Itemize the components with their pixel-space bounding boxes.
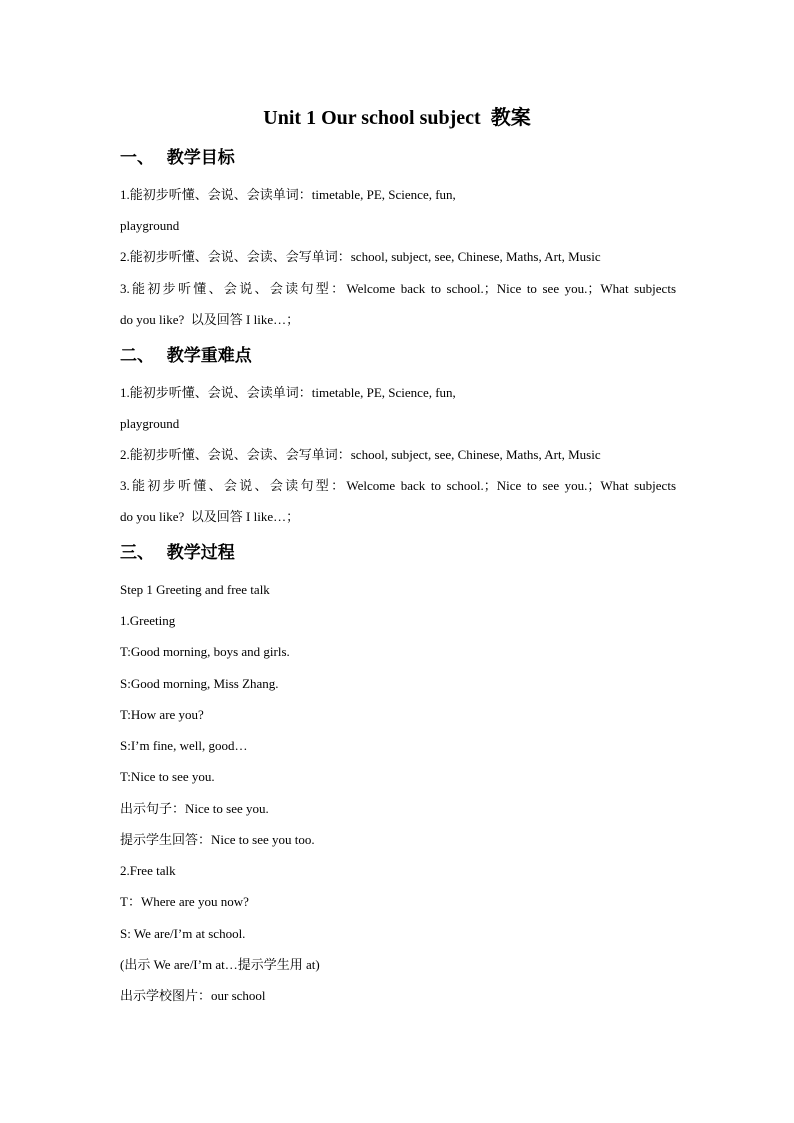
process-line-9: 提示学生回答：Nice to see you too. bbox=[120, 832, 315, 847]
process-line-14: 出示学校图片：our school bbox=[120, 988, 266, 1003]
section-heading-objectives: 一、 教学目标 bbox=[120, 148, 235, 167]
objective-line-2: playground bbox=[120, 218, 180, 233]
process-line-5: T:How are you? bbox=[120, 707, 204, 722]
process-line-10: 2.Free talk bbox=[120, 863, 176, 878]
process-line-3: T:Good morning, boys and girls. bbox=[120, 644, 290, 659]
process-line-4: S:Good morning, Miss Zhang. bbox=[120, 676, 279, 691]
key-point-line-2: playground bbox=[120, 416, 180, 431]
process-line-12: S: We are/I’m at school. bbox=[120, 926, 246, 941]
key-point-line-4: 3.能初步听懂、会说、会读句型：Welcome back to school.；Nice to see you.；What subjects bbox=[120, 478, 676, 493]
document-title: Unit 1 Our school subject 教案 bbox=[263, 107, 531, 129]
section-heading-key-points: 二、 教学重难点 bbox=[120, 346, 252, 365]
key-point-line-5: do you like? 以及回答 I like…； bbox=[120, 509, 300, 524]
process-line-1: Step 1 Greeting and free talk bbox=[120, 582, 270, 597]
process-line-2: 1.Greeting bbox=[120, 613, 176, 628]
objective-line-1: 1.能初步听懂、会说、会读单词：timetable, PE, Science, fun, bbox=[120, 187, 456, 202]
objective-line-4: 3.能初步听懂、会说、会读句型：Welcome back to school.；Nice to see you.；What subjects bbox=[120, 281, 676, 296]
section-heading-process: 三、 教学过程 bbox=[120, 543, 235, 562]
process-line-8: 出示句子：Nice to see you. bbox=[120, 801, 269, 816]
process-line-7: T:Nice to see you. bbox=[120, 769, 215, 784]
process-line-11: T：Where are you now? bbox=[120, 894, 249, 909]
process-line-6: S:I’m fine, well, good… bbox=[120, 738, 248, 753]
process-line-13: (出示 We are/I’m at…提示学生用 at) bbox=[120, 957, 320, 972]
key-point-line-3: 2.能初步听懂、会说、会读、会写单词：school, subject, see, Chinese, Maths, Art, Music bbox=[120, 447, 601, 462]
objective-line-5: do you like? 以及回答 I like…； bbox=[120, 312, 300, 327]
objective-line-3: 2.能初步听懂、会说、会读、会写单词：school, subject, see, Chinese, Maths, Art, Music bbox=[120, 249, 601, 264]
key-point-line-1: 1.能初步听懂、会说、会读单词：timetable, PE, Science, fun, bbox=[120, 385, 456, 400]
